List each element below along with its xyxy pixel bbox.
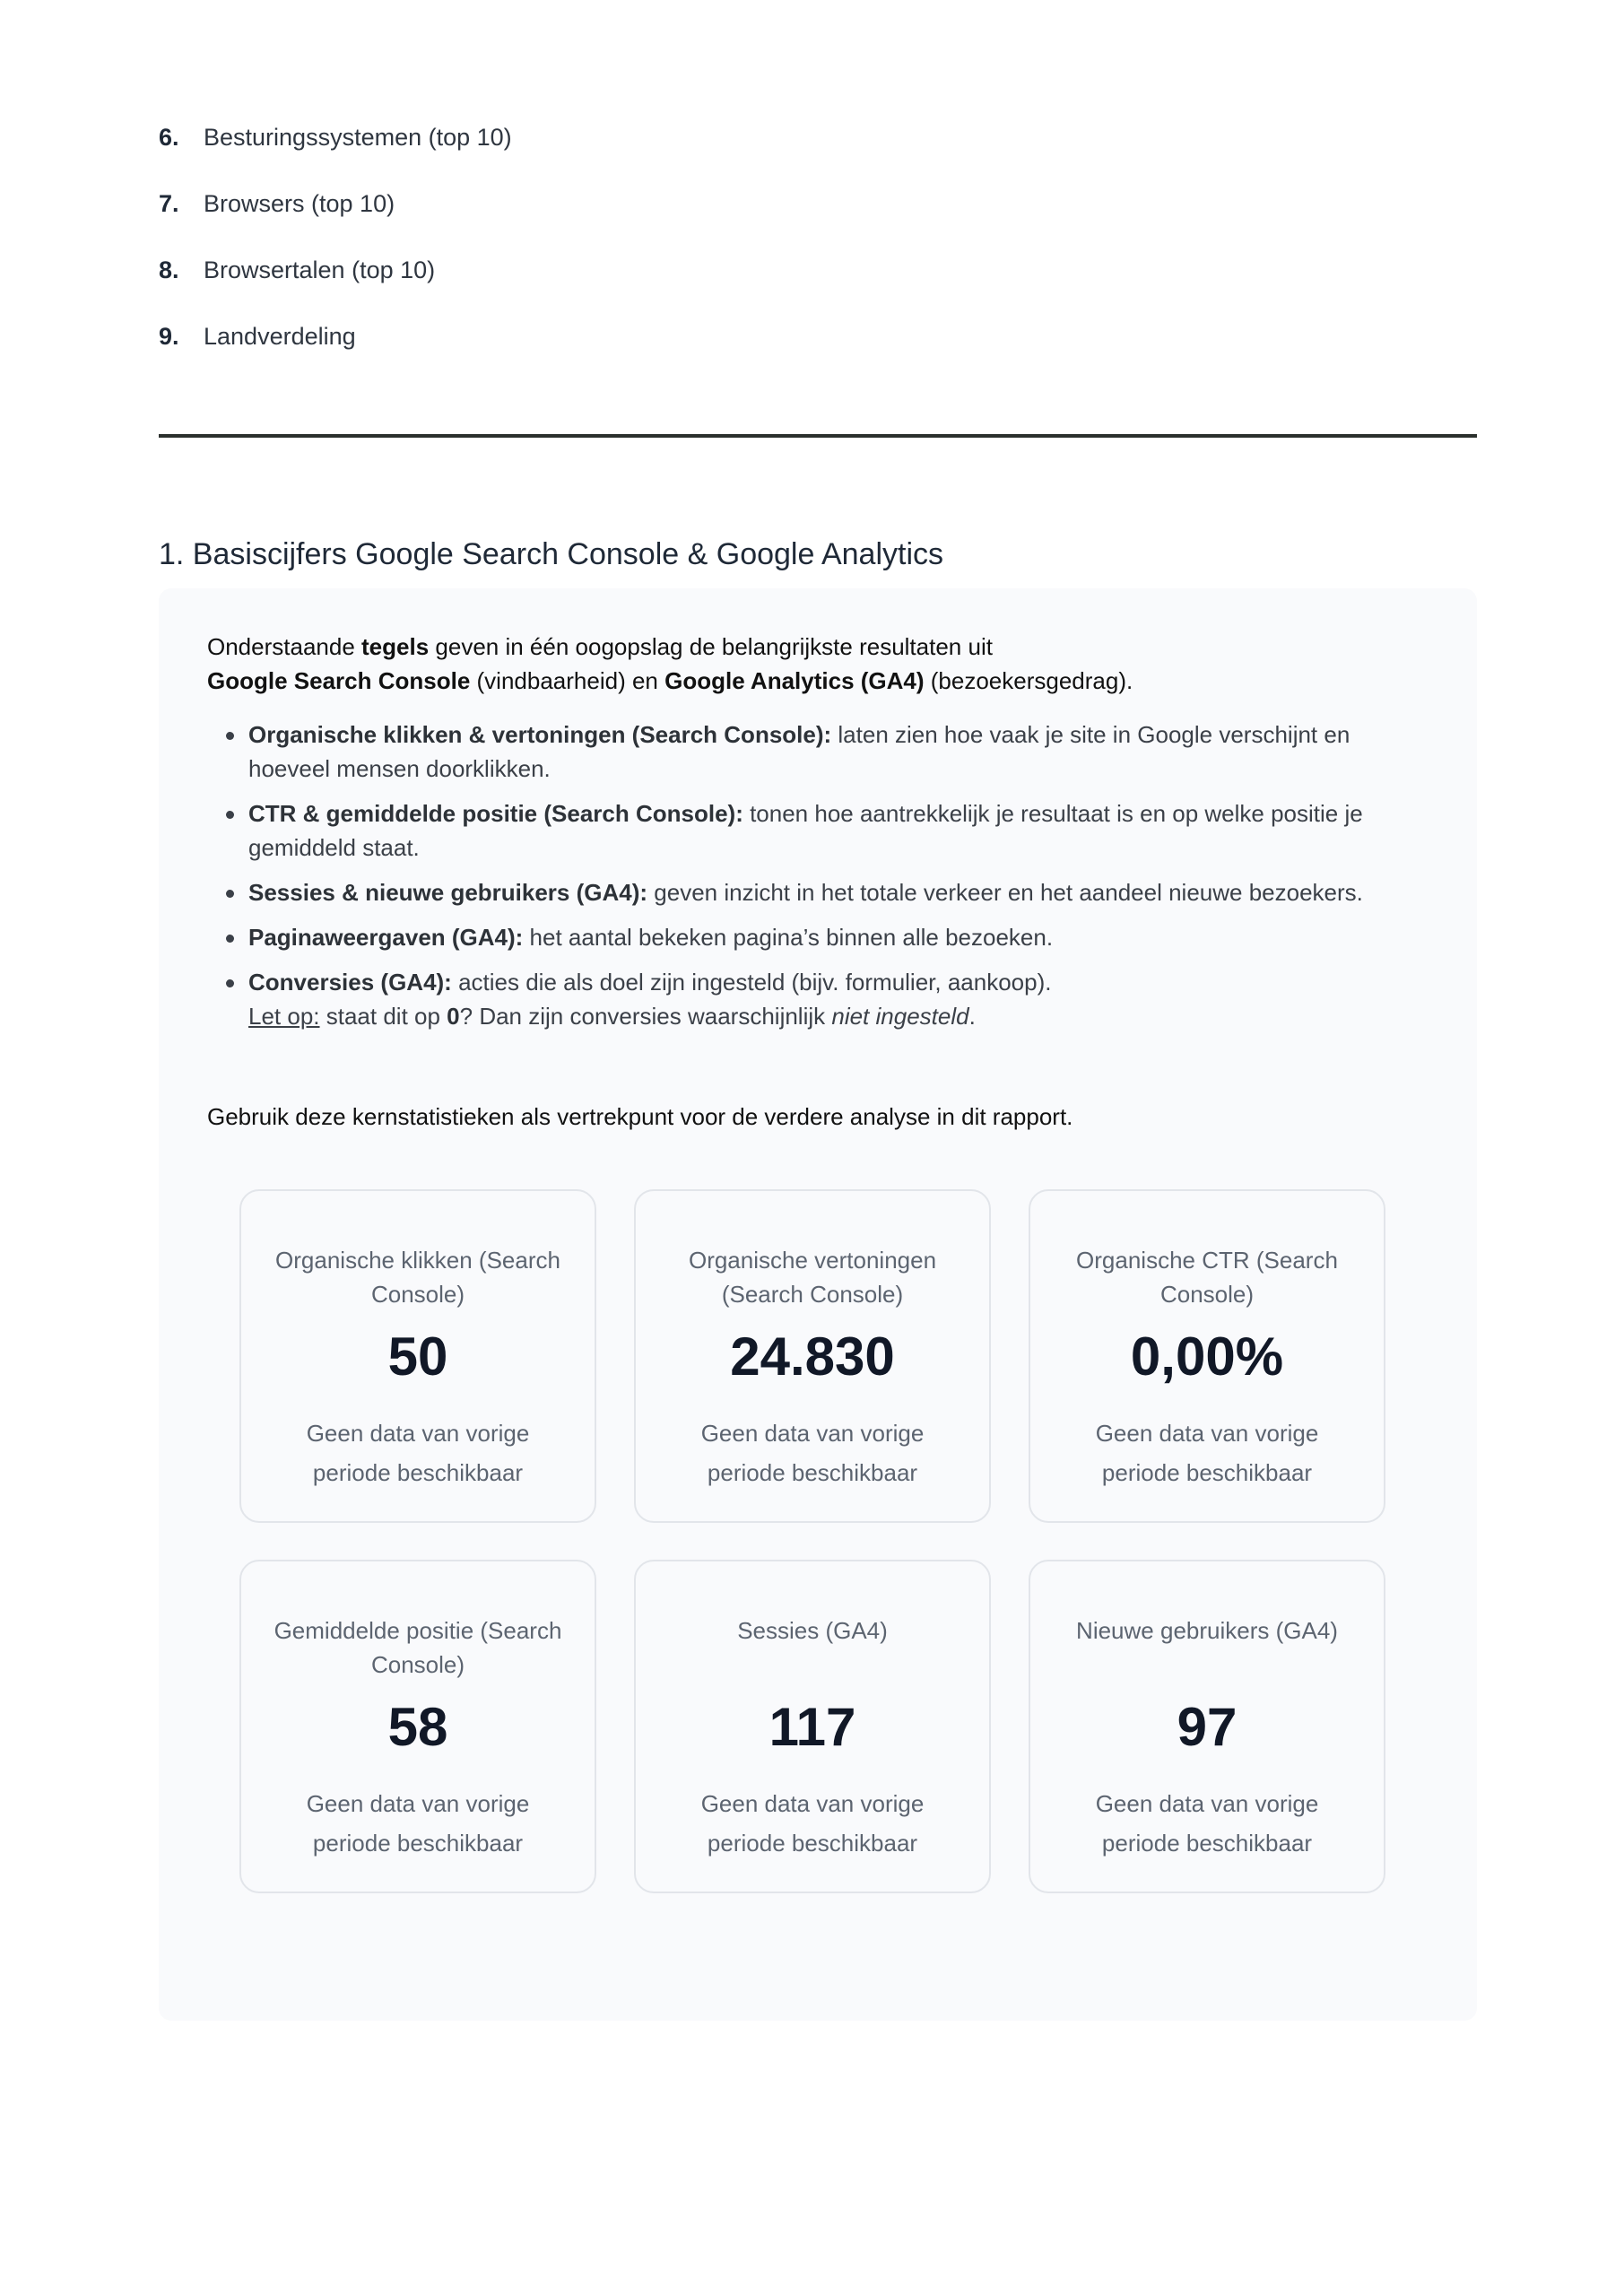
tile-label: Gemiddelde positie (Search Console) (274, 1617, 562, 1678)
list-item (207, 875, 1427, 909)
list-item (207, 796, 1427, 865)
list-item (207, 718, 1427, 786)
tile-label: Organische vertoningen (Search Console) (688, 1247, 937, 1308)
tile-value: 97 (1177, 1697, 1238, 1757)
toc-label: Browsertalen (top 10) (204, 257, 436, 283)
kpi-tile-new-users (1029, 1560, 1385, 1893)
toc-label: Landverdeling (204, 323, 356, 350)
metrics-explanation-list (207, 718, 1427, 1044)
tile-label: Nieuwe gebruikers (GA4) (1076, 1617, 1338, 1644)
tile-note: Geen data van vorige periode beschikbaar (306, 1420, 530, 1486)
tile-label: Organische klikken (Search Console) (275, 1247, 560, 1308)
intro-paragraph (207, 630, 1427, 698)
bullet-term: Sessies & nieuwe gebruikers (GA4): (248, 879, 648, 906)
tile-note: Geen data van vorige periode beschikbaar (700, 1420, 925, 1486)
tile-value: 117 (769, 1697, 856, 1757)
note-text: ? Dan zijn conversies waarschijnlijk (459, 1003, 832, 1030)
intro-text: (vindbaarheid) en (470, 667, 665, 694)
tile-value: 0,00% (1130, 1326, 1284, 1387)
tile-note: Geen data van vorige periode beschikbaar (1095, 1790, 1319, 1857)
kpi-tile-organic-ctr (1029, 1189, 1385, 1523)
bullet-text: acties die als doel zijn ingesteld (bijv. formulier, aankoop). (451, 969, 1052, 996)
intro-bold: Google Analytics (GA4) (664, 667, 925, 694)
summary-card (159, 588, 1477, 2021)
closing-paragraph: Gebruik deze kernstatistieken als vertrekpunt voor de verdere analyse in dit rapport. (207, 1103, 1073, 1130)
list-item (207, 965, 1427, 1033)
intro-text: geven in één oogopslag de belangrijkste resultaten uit (429, 633, 993, 660)
intro-text: Onderstaande (207, 633, 362, 660)
bullet-text: laten zien hoe vaak je site in Google verschijnt en hoeveel mensen doorklikken. (248, 721, 1350, 782)
section-divider (159, 434, 1477, 438)
bullet-text: geven inzicht in het totale verkeer en het aandeel nieuwe bezoekers. (647, 879, 1363, 906)
table-of-contents (159, 119, 512, 385)
intro-bold: Google Search Console (207, 667, 471, 694)
toc-number: 9. (159, 323, 179, 350)
section-title: 1. Basiscijfers Google Search Console & Google Analytics (159, 537, 944, 571)
tile-note: Geen data van vorige periode beschikbaar (1095, 1420, 1319, 1486)
note-zero: 0 (447, 1003, 460, 1030)
tile-label: Organische CTR (Search Console) (1076, 1247, 1338, 1308)
toc-number: 7. (159, 190, 179, 217)
bullet-text: het aantal bekeken pagina’s binnen alle bezoeken. (523, 924, 1054, 951)
note-emphasis: niet ingesteld (831, 1003, 969, 1030)
toc-label: Browsers (top 10) (204, 190, 395, 217)
kpi-tile-sessions (634, 1560, 991, 1893)
intro-text: (bezoekersgedrag). (924, 667, 1133, 694)
toc-item[interactable] (159, 318, 512, 385)
tile-label: Sessies (GA4) (737, 1617, 888, 1644)
toc-item[interactable] (159, 119, 512, 186)
note-text: . (968, 1003, 976, 1030)
bullet-term: CTR & gemiddelde positie (Search Console): (248, 800, 743, 827)
kpi-tile-average-position (239, 1560, 596, 1893)
tile-value: 24.830 (730, 1326, 895, 1387)
bullet-term: Organische klikken & vertoningen (Search Console): (248, 721, 832, 748)
toc-number: 8. (159, 257, 179, 283)
tile-note: Geen data van vorige periode beschikbaar (306, 1790, 530, 1857)
bullet-term: Conversies (GA4): (248, 969, 452, 996)
tile-value: 50 (387, 1326, 448, 1387)
toc-label: Besturingssystemen (top 10) (204, 124, 512, 151)
kpi-tile-organic-impressions (634, 1189, 991, 1523)
toc-item[interactable] (159, 186, 512, 252)
tile-note: Geen data van vorige periode beschikbaar (700, 1790, 925, 1857)
tile-value: 58 (387, 1697, 448, 1757)
intro-bold: tegels (361, 633, 430, 660)
kpi-tile-organic-clicks (239, 1189, 596, 1523)
toc-item[interactable] (159, 252, 512, 318)
toc-number: 6. (159, 124, 179, 151)
note-text: staat dit op (319, 1003, 447, 1030)
bullet-term: Paginaweergaven (GA4): (248, 924, 524, 951)
note-label: Let op: (248, 1003, 320, 1030)
list-item (207, 920, 1427, 954)
bullet-text: tonen hoe aantrekkelijk je resultaat is en op welke positie je gemiddeld staat. (248, 800, 1363, 861)
